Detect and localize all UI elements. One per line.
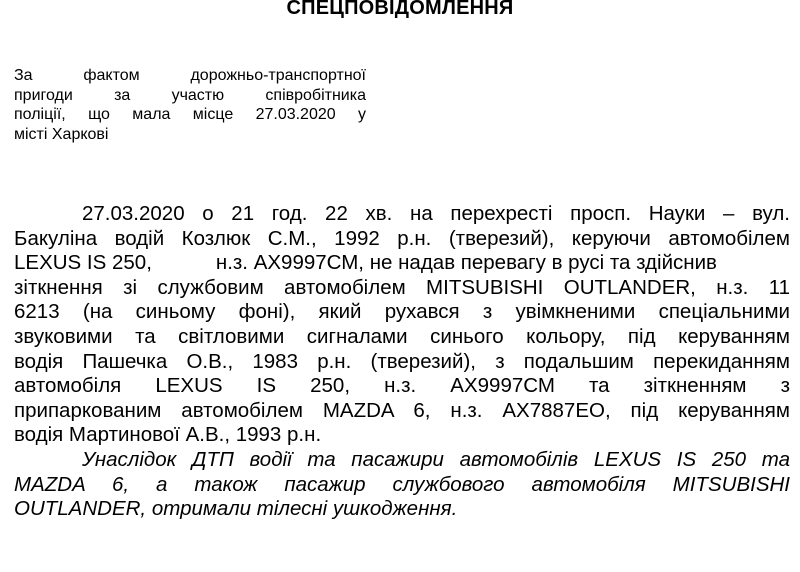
paragraph-2 (14, 448, 790, 522)
paragraph-line: звуковими та світловими сигналами синього кольору, під керуванням (14, 324, 790, 348)
paragraph-line-split (14, 251, 790, 276)
subject-block (14, 66, 366, 144)
vehicle-model: LEXUS IS 250, (14, 251, 152, 275)
paragraph-line-rest: н.з. АХ9997СМ, не надав перевагу в русі та здійснив (215, 251, 717, 275)
paragraph-line: Бакуліна водій Козлюк С.М., 1992 р.н. (тверезий), керуючи автомобілем (14, 226, 790, 250)
paragraph-line: 27.03.2020 о 21 год. 22 хв. на перехресті просп. Науки – вул. (82, 202, 790, 225)
paragraph-line: OUTLANDER, отримали тілесні ушкодження. (14, 497, 458, 521)
paragraph-1 (14, 202, 790, 448)
paragraph-line: водія Мартинової А.В., 1993 р.н. (14, 423, 322, 447)
paragraph-line: Унаслідок ДТП водії та пасажири автомобілів LEXUS IS 250 та (82, 447, 790, 471)
paragraph-line: водія Пашечка О.В., 1983 р.н. (тверезий), з подальшим перекиданням (14, 349, 790, 373)
subject-line: пригоди за участю співробітника (14, 86, 366, 104)
document-title: СПЕЦПОВІДОМЛЕННЯ (286, 0, 514, 19)
subject-line: За фактом дорожньо-транспортної (14, 67, 366, 84)
paragraph-line: зіткнення зі службовим автомобілем MITSUBISHI OUTLANDER, н.з. 11 (14, 275, 790, 299)
paragraph-line: припаркованим автомобілем MAZDA 6, н.з. АХ7887ЕО, під керуванням (14, 398, 790, 422)
paragraph-line: MAZDA 6, а також пасажир службового автомобіля MITSUBISHI (14, 472, 790, 496)
paragraph-line: 6213 (на синьому фоні), який рухався з увімкненими спеціальними (14, 300, 790, 324)
subject-line: місті Харкові (14, 125, 109, 143)
paragraph-line: автомобіля LEXUS IS 250, н.з. АХ9997СМ та зіткненням з (14, 374, 790, 398)
body-text (14, 202, 790, 522)
subject-line: поліції, що мала місце 27.03.2020 у (14, 106, 366, 123)
